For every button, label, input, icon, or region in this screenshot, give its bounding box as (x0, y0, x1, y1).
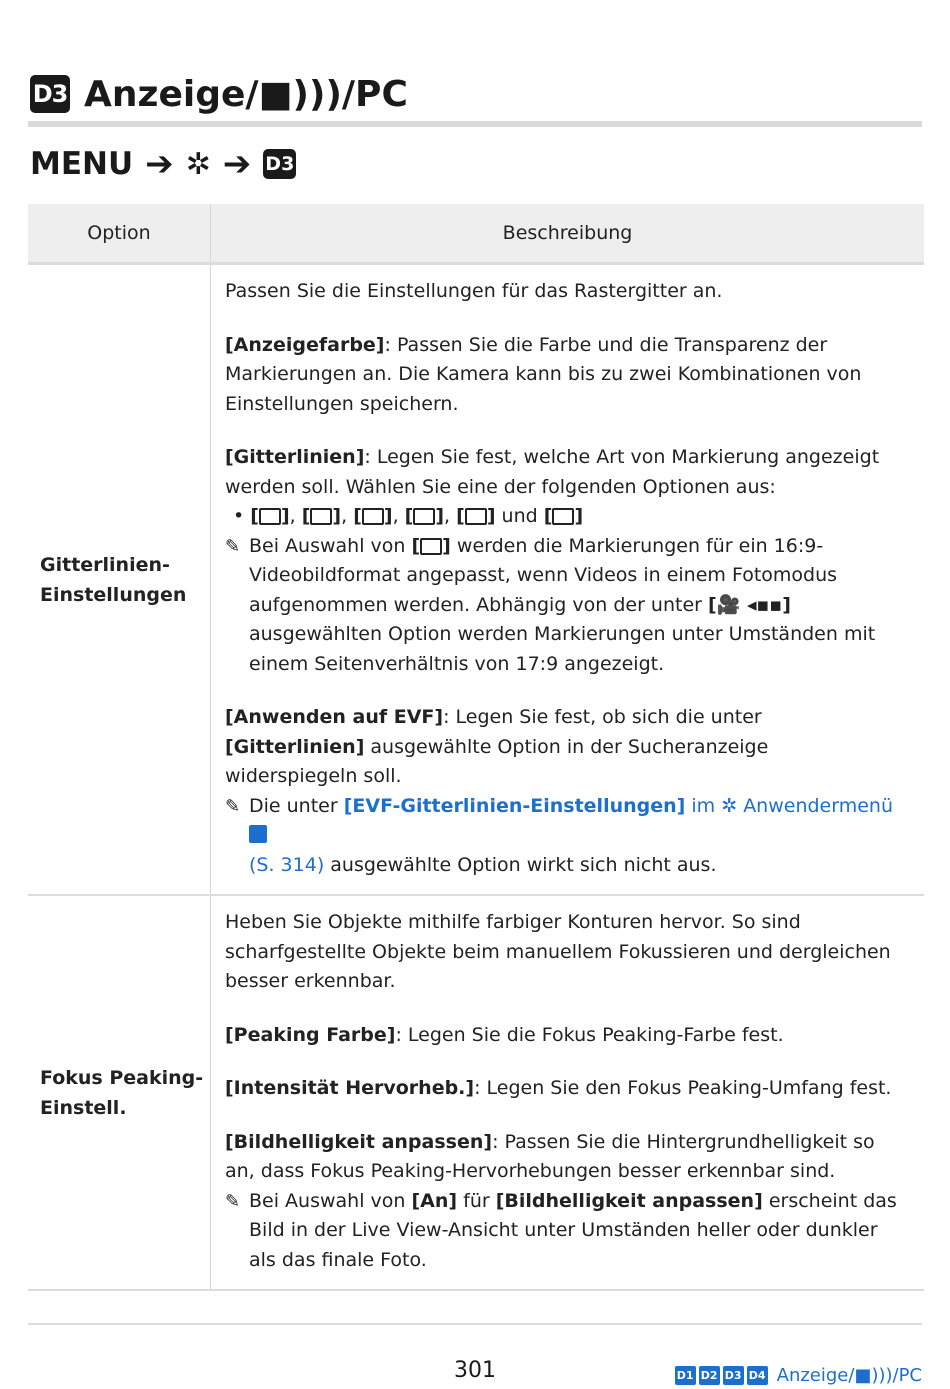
description-paragraph: [Gitterlinien]: Legen Sie fest, welche Art von Markierung angezeigt werden soll. Wählen Sie eine der folgenden Optionen aus: (225, 446, 880, 498)
menu-label: MENU (30, 146, 134, 182)
gear-icon: ✲ (721, 794, 738, 817)
tip-hand-icon: ✎ (225, 795, 241, 817)
option-description (211, 264, 925, 896)
nav-badge-d1[interactable]: D1 (675, 1366, 696, 1385)
nav-badge-d2[interactable]: D2 (699, 1366, 720, 1385)
menu-tab-icon (249, 825, 267, 843)
footer-nav (675, 1365, 922, 1386)
grid-4x4-icon (362, 508, 384, 525)
grid-movie-icon (420, 538, 442, 555)
grid-options-list: • [ ], [ ], [ ], [ ], [ ] und [ ] (233, 505, 584, 527)
menu-path (30, 142, 296, 186)
tip-note: ✎ Bei Auswahl von [ ] werden die Markierungen für ein 16:9-Videobildformat angepasst, wenn Videos in einem Fotomodus aufgenommen werden. Abhängig von der unter [🎥 ◂▪▪] ausgewählten Option werden Markierungen unter Umständen mit einem Seitenverhältnis von 17:9 angezeigt. (225, 532, 904, 680)
option-name: Fokus Peaking- Einstell. (28, 895, 211, 1290)
options-table (28, 204, 924, 1291)
gear-icon: ✲ (185, 146, 211, 182)
tip-note: ✎ Die unter [EVF-Gitterlinien-Einstellungen] im ✲ Anwendermenü (S. 314) ausgewählte Option wirkt sich nicht aus. (225, 792, 904, 881)
movie-camera-icon: 🎥 (716, 593, 741, 616)
nav-badge-d3[interactable]: D3 (723, 1366, 744, 1385)
column-header-option: Option (28, 204, 211, 264)
grid-scale-icon (413, 508, 435, 525)
description-paragraph: [Peaking Farbe]: Legen Sie die Fokus Peaking-Farbe fest. (225, 1023, 784, 1046)
description-intro: Heben Sie Objekte mithilfe farbiger Konturen hervor. So sind scharfgestellte Objekte beim manuellem Fokussieren und dergleichen besser erkennbar. (225, 911, 891, 992)
table-row (28, 895, 924, 1290)
description-paragraph: [Intensität Hervorheb.]: Legen Sie den Fokus Peaking-Umfang fest. (225, 1077, 892, 1099)
table-header-row (28, 204, 924, 264)
table-row (28, 264, 924, 896)
tip-hand-icon: ✎ (225, 535, 241, 557)
tip-hand-icon: ✎ (225, 1190, 241, 1212)
page-title-text: Anzeige/■)))/PC (84, 73, 408, 115)
column-header-description: Beschreibung (211, 204, 925, 264)
nav-badge-d4[interactable]: D4 (747, 1366, 768, 1385)
page-number: 301 (454, 1358, 496, 1383)
description-paragraph: [Anzeigefarbe]: Passen Sie die Farbe und die Transparenz der Markierungen an. Die Kamera kann bis zu zwei Kombinationen von Einstellungen speichern. (225, 333, 862, 415)
grid-diagonal-icon (465, 508, 487, 525)
option-description (211, 895, 925, 1290)
grid-golden-icon (310, 508, 332, 525)
footer-nav-label[interactable]: Anzeige/■)))/PC (776, 1365, 922, 1386)
section-badge-d3: D3 (30, 75, 70, 113)
description-paragraph: [Bildhelligkeit anpassen]: Passen Sie die Hintergrundhelligkeit so an, dass Fokus Peaking-Hervorhebungen besser erkennbar sind. (225, 1130, 875, 1182)
option-name: Gitterlinien- Einstellungen (28, 264, 211, 896)
grid-movie-icon (552, 508, 574, 525)
grid-3x3-icon (259, 508, 281, 525)
menu-badge-d3: D3 (263, 149, 296, 179)
arrow-right-icon: ➔ (222, 144, 252, 184)
title-divider (28, 121, 922, 127)
arrow-right-icon: ➔ (145, 144, 174, 184)
footer-divider (28, 1323, 922, 1325)
description-paragraph: [Anwenden auf EVF]: Legen Sie fest, ob sich die unter [Gitterlinien] ausgewählte Option in der Sucheranzeige widerspiegeln soll. (225, 706, 769, 787)
evf-grid-settings-link[interactable]: [EVF-Gitterlinien-Einstellungen] im ✲ Anwendermenü (S. 314) (249, 794, 894, 876)
page-title (30, 68, 408, 120)
tip-note: ✎ Bei Auswahl von [An] für [Bildhelligkeit anpassen] erscheint das Bild in der Live View-Ansicht unter Umständen heller oder dunkler als das finale Foto. (225, 1187, 904, 1276)
description-intro: Passen Sie die Einstellungen für das Rastergitter an. (225, 280, 723, 302)
aspect-icon: ◂▪▪ (747, 593, 783, 616)
